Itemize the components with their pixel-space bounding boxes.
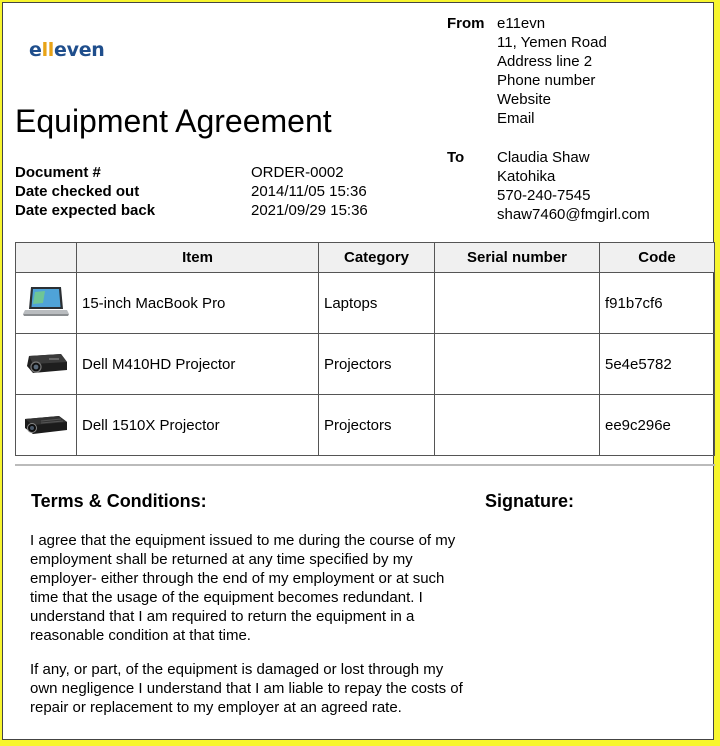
from-lines	[497, 14, 607, 128]
table-row	[16, 395, 715, 456]
item-category: Laptops	[319, 273, 435, 334]
terms-paragraph: If any, or part, of the equipment is damaged or lost through my own negligence I understand that I am liable to repay the costs of repair or replacement to my employer at an agreed rate.	[30, 661, 463, 716]
to-line: Claudia Shaw	[497, 149, 590, 166]
meta-label: Date expected back	[15, 202, 156, 219]
item-code: 5e4e5782	[600, 334, 715, 395]
projector-icon	[21, 344, 71, 380]
to-line: Katohika	[497, 168, 556, 185]
from-line: e11evn	[497, 15, 546, 32]
section-divider	[15, 464, 715, 466]
from-line: 11, Yemen Road	[497, 34, 607, 51]
item-thumbnail-cell	[16, 395, 77, 456]
meta-value: 2021/09/29 15:36	[251, 202, 368, 219]
to-label: To	[447, 149, 465, 166]
meta-value: 2014/11/05 15:36	[251, 183, 367, 200]
meta-row-date-expected-back	[15, 201, 368, 220]
from-line: Address line 2	[497, 53, 593, 70]
brand-logo	[29, 39, 105, 61]
item-code: f91b7cf6	[600, 273, 715, 334]
item-serial	[435, 273, 600, 334]
meta-row-document-number	[15, 163, 368, 182]
col-header-serial: Serial number	[435, 243, 600, 273]
item-name: Dell M410HD Projector	[77, 334, 319, 395]
from-line: Phone number	[497, 72, 596, 89]
logo-text-part3: even	[54, 39, 105, 61]
item-code: ee9c296e	[600, 395, 715, 456]
table-header-row	[16, 243, 715, 273]
item-serial	[435, 334, 600, 395]
terms-paragraph: I agree that the equipment issued to me during the course of my employment shall be returned at any time specified by my employer- either through the end of my employment or at such time that the usage of the equipment becomes redundant. I understand that I am required to return the equipment in a reasonable condition at that time.	[30, 532, 456, 644]
projector-icon	[21, 405, 71, 441]
logo-text-part2: ll	[41, 39, 55, 61]
meta-label: Date checked out	[15, 183, 140, 200]
from-label: From	[447, 15, 485, 32]
item-name: Dell 1510X Projector	[77, 395, 319, 456]
to-line: 570-240-7545	[497, 187, 591, 204]
table-row	[16, 334, 715, 395]
meta-label: Document #	[15, 164, 101, 181]
item-category: Projectors	[319, 334, 435, 395]
from-line: Website	[497, 91, 551, 108]
document-meta	[15, 163, 368, 220]
to-line: shaw7460@fmgirl.com	[497, 206, 650, 223]
document-title: Equipment Agreement	[15, 103, 332, 139]
terms-heading: Terms & Conditions:	[31, 491, 207, 511]
col-header-code: Code	[600, 243, 715, 273]
col-header-image	[16, 243, 77, 273]
agreement-page	[2, 2, 714, 740]
signature-heading: Signature:	[485, 491, 575, 511]
item-name: 15-inch MacBook Pro	[77, 273, 319, 334]
col-header-category: Category	[319, 243, 435, 273]
meta-row-date-checked-out	[15, 182, 368, 201]
item-serial	[435, 395, 600, 456]
item-category: Projectors	[319, 395, 435, 456]
from-line: Email	[497, 110, 535, 127]
table-row	[16, 273, 715, 334]
equipment-table	[15, 242, 715, 456]
item-thumbnail-cell	[16, 273, 77, 334]
meta-value: ORDER-0002	[251, 164, 344, 181]
logo-text-part1: e	[29, 39, 42, 61]
laptop-icon	[21, 283, 71, 319]
col-header-item: Item	[77, 243, 319, 273]
item-thumbnail-cell	[16, 334, 77, 395]
terms-body	[30, 531, 470, 732]
to-lines	[497, 148, 650, 224]
